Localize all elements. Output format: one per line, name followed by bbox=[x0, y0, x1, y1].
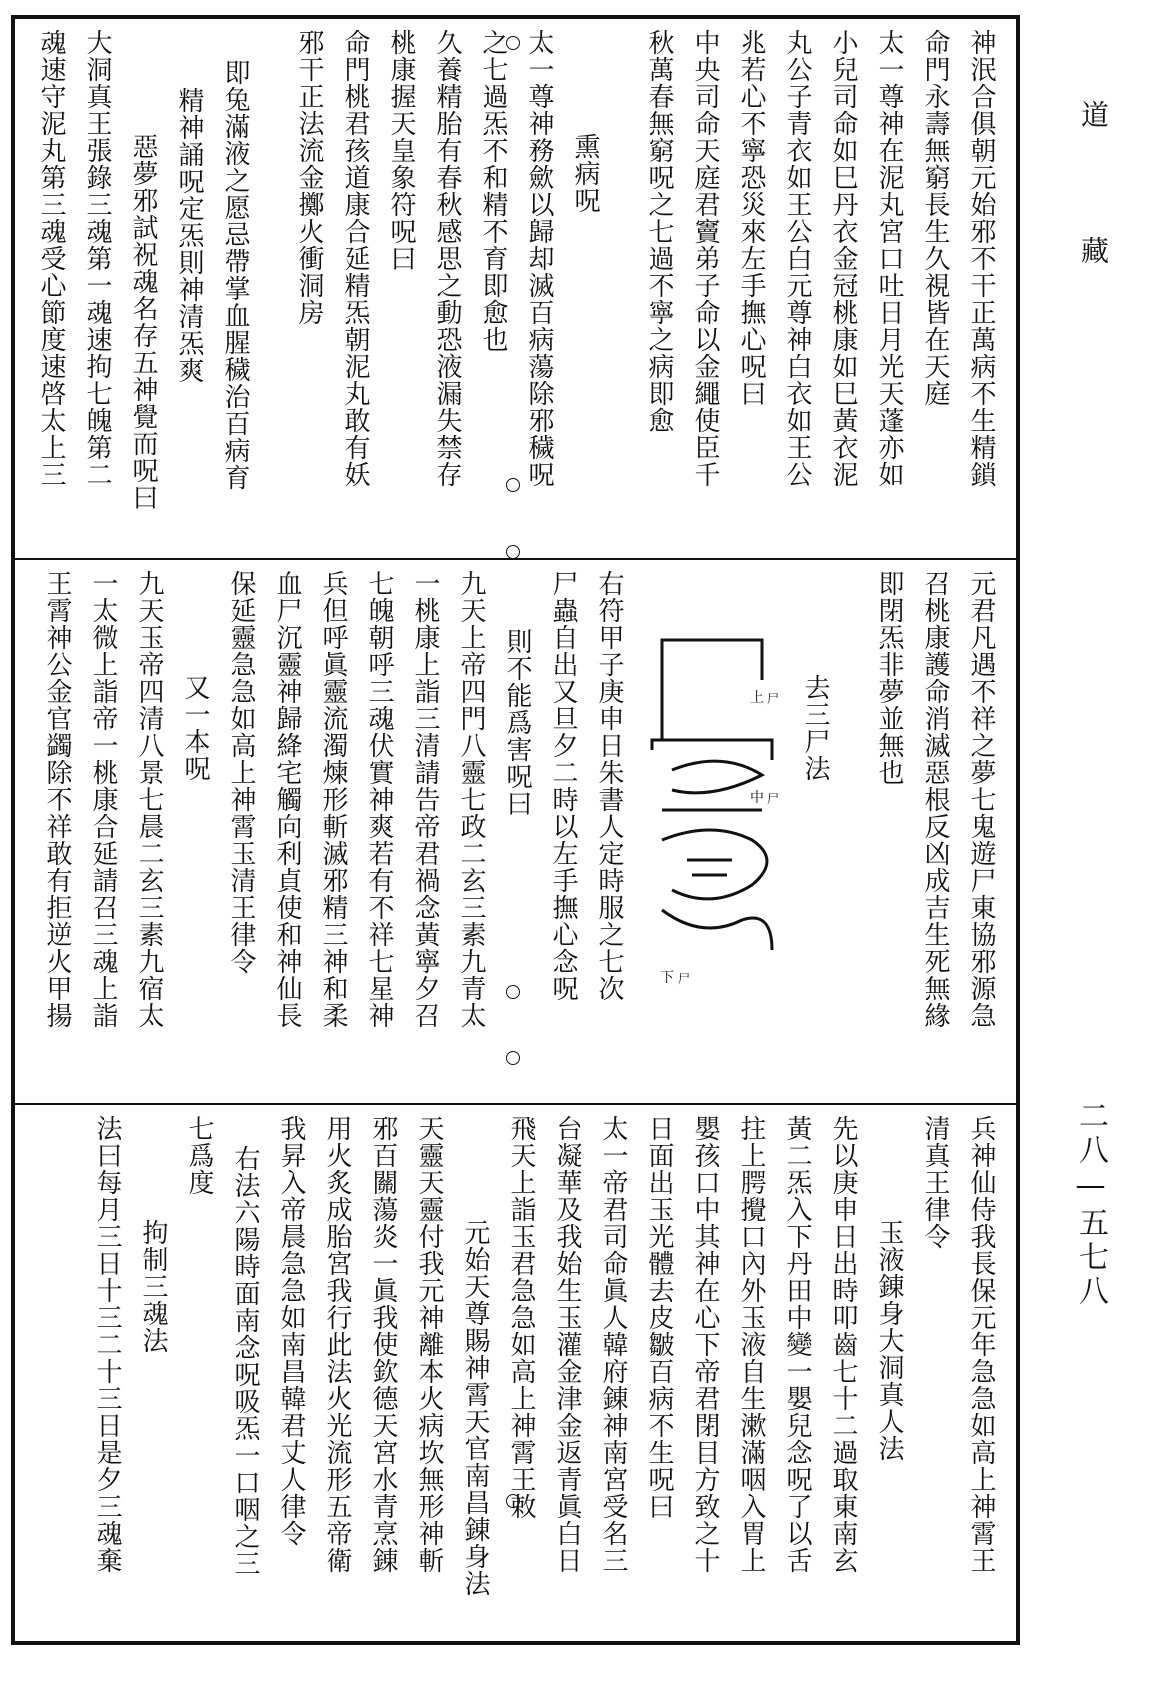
column-spacer bbox=[258, 29, 286, 550]
circle-mark-icon bbox=[506, 1494, 520, 1508]
text-column: 太一尊神務歛以歸却滅百病蕩除邪穢呪 bbox=[524, 29, 554, 488]
text-column: 元君凡遇不祥之夢七鬼遊尸東協邪源急 bbox=[966, 570, 996, 1029]
text-column: 飛天上詣玉君急急如高上神霄王敕 bbox=[506, 1115, 536, 1520]
circle-mark-icon bbox=[506, 545, 520, 559]
text-column: 命門桃君孩道康合延精炁朝泥丸敢有妖 bbox=[340, 29, 370, 488]
talisman-label-top-sub: 尸 bbox=[767, 692, 780, 706]
text-column: 尸蟲自出又旦夕二時以左手撫心念呪 bbox=[548, 570, 578, 1002]
circle-mark-icon bbox=[506, 36, 520, 50]
text-column: 去三尸法 bbox=[800, 674, 830, 782]
text-frame bbox=[11, 15, 1020, 1645]
text-column: 一桃康上詣三清請告帝君禍念黃寧夕召 bbox=[410, 570, 440, 1029]
talisman-label-middle-sub: 尸 bbox=[767, 792, 780, 806]
talisman-label-middle: 中 bbox=[750, 790, 764, 806]
text-column: 日面出玉光體去皮皺百病不生呪曰 bbox=[644, 1115, 674, 1520]
text-column: 九天玉帝四清八景七晨二玄三素九宿太 bbox=[134, 570, 164, 1029]
text-column: 我昇入帝晨急急如南昌韓君丈人律令 bbox=[276, 1115, 306, 1547]
lower-panel-columns bbox=[27, 1115, 1004, 1633]
circle-mark-icon bbox=[506, 1051, 520, 1065]
text-column: 惡夢邪試祝魂名存五神覺而呪曰 bbox=[128, 133, 158, 511]
text-column: 兵但呼眞靈流濁煉形斬滅邪精三神和柔 bbox=[318, 570, 348, 1029]
column-spacer bbox=[608, 29, 636, 550]
text-column: 兵神仙侍我長保元年急急如高上神霄王 bbox=[966, 1115, 996, 1574]
text-column: 精神誦呪定炁則神清炁爽 bbox=[174, 87, 204, 384]
circle-mark-icon bbox=[506, 985, 520, 999]
text-column: 黃二炁入下丹田中變一嬰兒念呪了以舌 bbox=[782, 1115, 812, 1574]
text-column: 太一尊神在泥丸宮口吐日月光天蓬亦如 bbox=[874, 29, 904, 488]
talisman-label-bottom: 下 bbox=[660, 970, 674, 986]
upper-panel-columns bbox=[27, 29, 1004, 550]
text-column: 血尸沉靈神歸絳宅觸向利貞使和神仙長 bbox=[272, 570, 302, 1029]
text-column: 召桃康護命消滅惡根反凶成吉生死無緣 bbox=[920, 570, 950, 1029]
text-column: 命門永壽無窮長生久視皆在天庭 bbox=[920, 29, 950, 407]
text-column: 則不能爲害呪曰 bbox=[502, 628, 532, 817]
text-column: 久養精胎有春秋感思之動恐液漏失禁存 bbox=[432, 29, 462, 488]
text-column: 元始天尊賜神霄天官南昌錬身法 bbox=[460, 1219, 490, 1597]
text-column: 之七過炁不和精不育即愈也 bbox=[478, 29, 508, 353]
middle-panel-columns bbox=[27, 570, 1004, 1095]
text-column: 即兔滿液之愿忌帶掌血腥穢治百病育 bbox=[220, 59, 250, 491]
talisman-label-top: 上 bbox=[750, 690, 764, 706]
text-column: 桃康握天皇象符呪曰 bbox=[386, 29, 416, 272]
text-column: 清真王律令 bbox=[920, 1115, 950, 1250]
circle-mark-icon bbox=[506, 478, 520, 492]
text-column: 用火炙成胎宮我行此法火光流形五帝衛 bbox=[322, 1115, 352, 1574]
upper-panel bbox=[15, 19, 1016, 558]
text-column: 熏病呪 bbox=[570, 133, 600, 214]
talisman-label-bottom-sub: 尸 bbox=[678, 972, 691, 986]
text-column: 九天上帝四門八靈七政二玄三素九青太 bbox=[456, 570, 486, 1029]
text-column: 小兒司命如巳丹衣金冠桃康如巳黃衣泥 bbox=[828, 29, 858, 488]
text-column: 兆若心不寧恐災來左手撫心呪曰 bbox=[736, 29, 766, 407]
text-column: 邪干正法流金擲火衝洞房 bbox=[294, 29, 324, 326]
text-column: 中央司命天庭君竇弟子命以金繩使臣千 bbox=[690, 29, 720, 488]
page-number: 二八—五七八 bbox=[1073, 1100, 1108, 1309]
column-spacer bbox=[838, 570, 866, 1095]
middle-panel bbox=[15, 558, 1016, 1103]
three-corpses-talisman bbox=[632, 570, 792, 1095]
text-column: 王霄神公金官蠲除不祥敢有拒逆火甲揚 bbox=[42, 570, 72, 1029]
text-column: 七爲度 bbox=[184, 1115, 214, 1196]
lower-panel bbox=[15, 1103, 1016, 1641]
text-column: 右法六陽時面南念呪吸炁一口咽之三 bbox=[230, 1145, 260, 1577]
text-column: 大洞真王張錄三魂第一魂速拘七魄第二 bbox=[82, 29, 112, 488]
text-column: 玉液錬身大洞真人法 bbox=[874, 1219, 904, 1462]
text-column: 太一帝君司命眞人韓府錬神南宮受名三 bbox=[598, 1115, 628, 1574]
text-column: 右符甲子庚申日朱書人定時服之七次 bbox=[594, 570, 624, 1002]
text-column: 天靈天靈付我元神離本火病坎無形神斬 bbox=[414, 1115, 444, 1574]
text-column: 七魄朝呼三魂伏實神爽若有不祥七星神 bbox=[364, 570, 394, 1029]
text-column: 拘制三魂法 bbox=[138, 1219, 168, 1354]
text-column: 嬰孩口中其神在心下帝君閉目方致之十 bbox=[690, 1115, 720, 1574]
book-title-dao: 道 bbox=[1077, 100, 1110, 134]
text-column: 即閉炁非夢並無也 bbox=[874, 570, 904, 786]
text-column: 秋萬春無窮呪之七過不寧之病即愈 bbox=[644, 29, 674, 434]
book-title-zang: 藏 bbox=[1077, 236, 1110, 270]
text-column: 一太微上詣帝一桃康合延請召三魂上詣 bbox=[88, 570, 118, 1029]
text-column: 先以庚申日出時叩齒七十二過取東南玄 bbox=[828, 1115, 858, 1574]
text-column: 保延靈急急如高上神霄玉清王律令 bbox=[226, 570, 256, 975]
text-column: 神泯合俱朝元始邪不干正萬病不生精鎖 bbox=[966, 29, 996, 488]
text-column: 拄上腭攪口內外玉液自生漱滿咽入胃上 bbox=[736, 1115, 766, 1574]
text-column: 丸公子青衣如王公白元尊神白衣如王公 bbox=[782, 29, 812, 488]
text-column: 邪百關蕩炎一眞我使欽德天宮水青烹錬 bbox=[368, 1115, 398, 1574]
text-column: 魂速守泥丸第三魂受心節度速啓太上三 bbox=[36, 29, 66, 488]
text-column: 法曰每月三日十三二十三日是夕三魂棄 bbox=[92, 1115, 122, 1574]
text-column: 又一本呪 bbox=[180, 674, 210, 782]
text-column: 台凝華及我始生玉灌金津金返青眞白日 bbox=[552, 1115, 582, 1574]
